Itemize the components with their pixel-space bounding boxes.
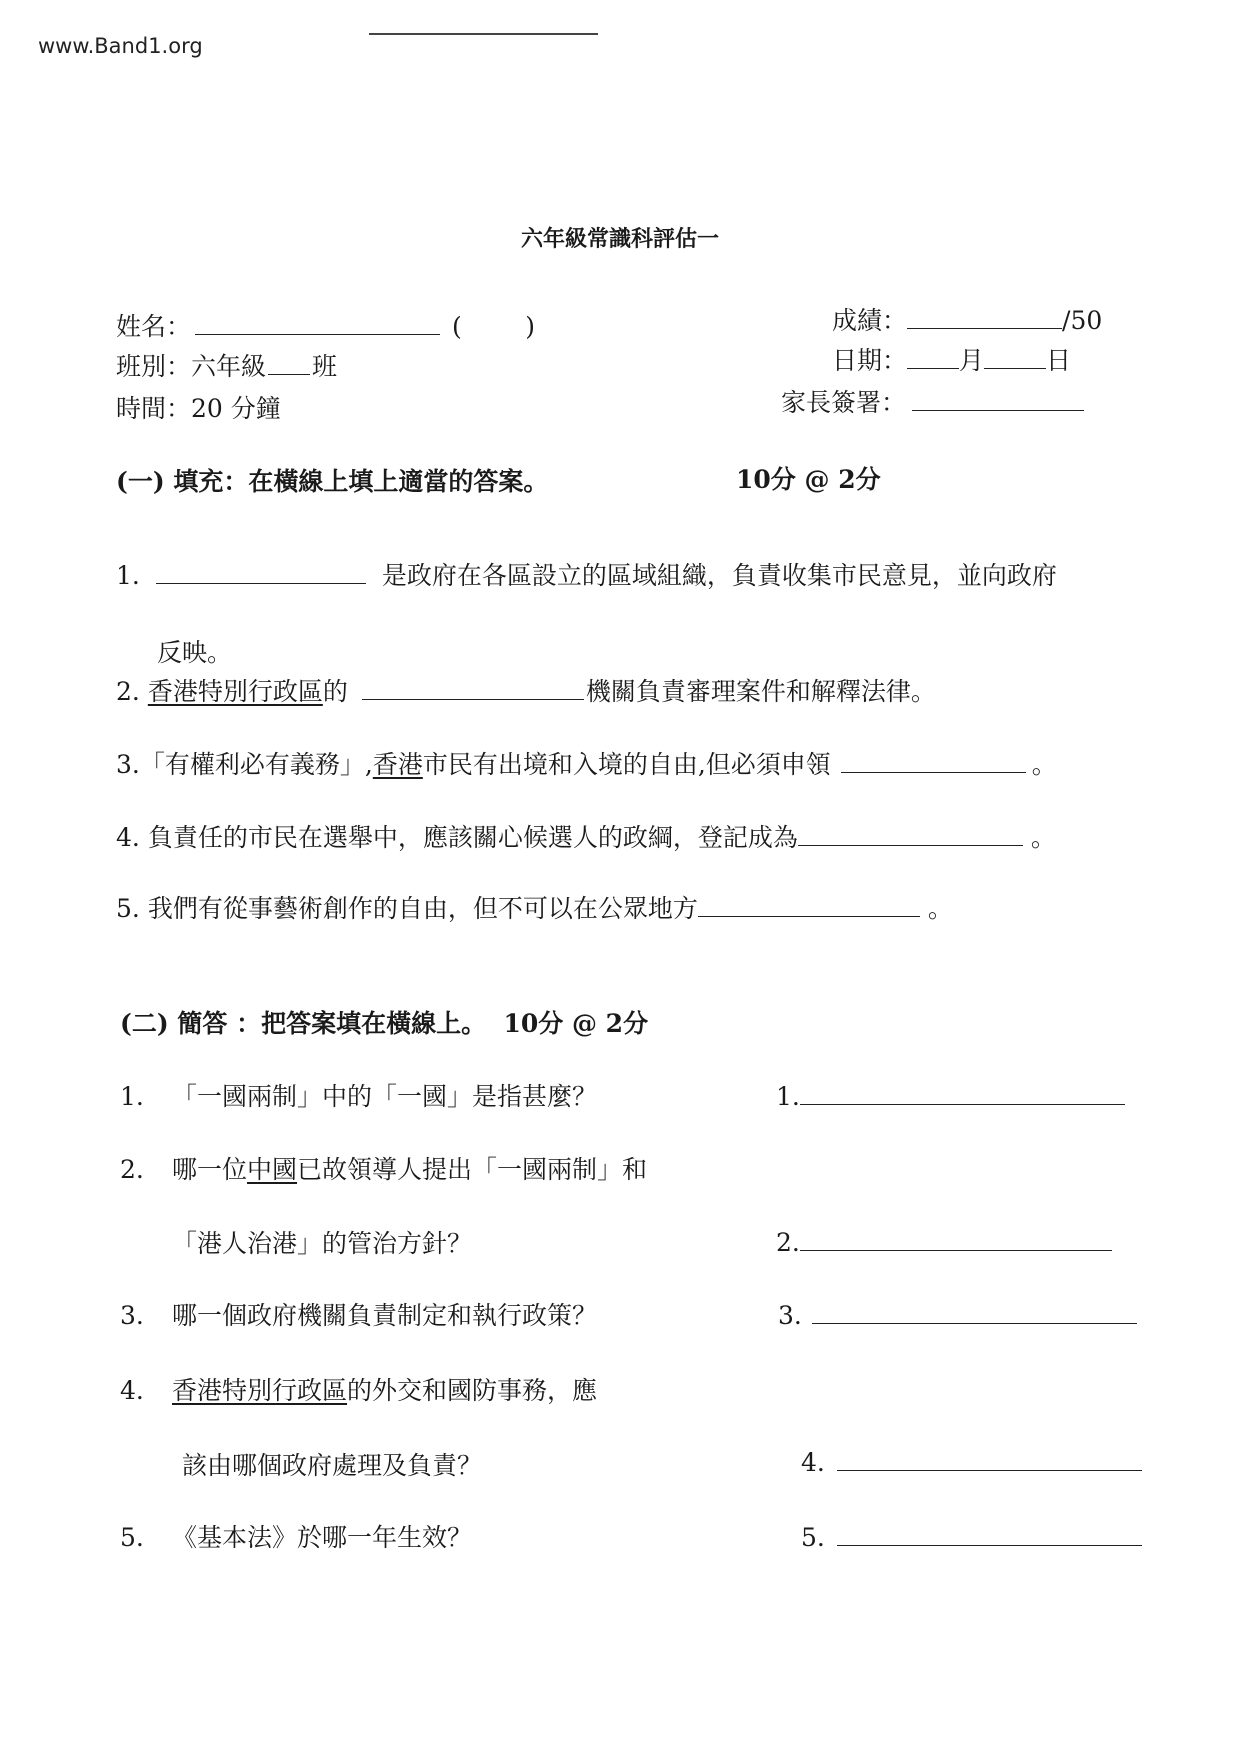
period: 。 <box>927 894 953 923</box>
fill-question-2 <box>116 679 936 704</box>
answer-blank-1[interactable] <box>156 582 366 584</box>
question-number: 4. <box>120 1376 144 1405</box>
name-label: 姓名： <box>116 312 192 341</box>
answer-blank-5[interactable] <box>698 915 920 917</box>
answer-field-1[interactable] <box>800 1103 1125 1105</box>
answer-blank-4[interactable] <box>798 844 1023 846</box>
fill-question-1 <box>116 563 1057 588</box>
short-question-5 <box>120 1525 472 1550</box>
question-text: 哪一位 <box>172 1155 248 1184</box>
short-question-1 <box>120 1084 597 1109</box>
answer-line-5 <box>801 1525 1142 1550</box>
question-number: 5. <box>116 894 140 923</box>
score-total: /50 <box>1062 306 1103 335</box>
underlined-term: 香港特別行政區 <box>147 677 323 706</box>
question-number: 3. <box>120 1301 144 1330</box>
day-label: 日 <box>1046 346 1072 375</box>
question-text: 哪一個政府機關負責制定和執行政策？ <box>172 1301 598 1330</box>
divider <box>369 33 598 35</box>
question-text: 「一國兩制」中的「一國」是指甚麼？ <box>172 1082 598 1111</box>
fill-question-3 <box>116 752 1057 777</box>
day-field[interactable] <box>984 367 1046 369</box>
question-number: 1. <box>120 1082 144 1111</box>
period: 。 <box>1030 823 1056 852</box>
name-row <box>116 314 535 339</box>
answer-number: 2. <box>776 1228 800 1257</box>
fill-question-5 <box>116 896 953 921</box>
answer-blank-2[interactable] <box>362 698 584 700</box>
question-text: 我們有從事藝術創作的自由，但不可以在公眾地方 <box>147 894 698 923</box>
question-text: 是政府在各區設立的區域組織，負責收集市民意見，並向政府 <box>381 561 1057 590</box>
underlined-term: 香港 <box>372 750 423 779</box>
short-question-4-cont: 該由哪個政府處理及負責？ <box>182 1451 483 1480</box>
answer-line-3 <box>778 1303 1137 1328</box>
answer-field-5[interactable] <box>837 1544 1142 1546</box>
question-number: 2. <box>116 677 140 706</box>
month-label: 月 <box>959 346 985 375</box>
parent-signature-label: 家長簽署： <box>781 388 907 417</box>
date-label: 日期： <box>832 346 908 375</box>
answer-line-4 <box>801 1450 1142 1475</box>
watermark: www.Band1.org <box>38 34 203 58</box>
question-text: 機關負責審理案件和解釋法律。 <box>585 677 936 706</box>
question-text: 已故領導人提出「一國兩制」和 <box>297 1155 648 1184</box>
answer-number: 1. <box>776 1082 800 1111</box>
section1-heading: (一) 填充：在橫線上填上適當的答案。 <box>116 467 549 496</box>
fill-question-1-cont: 反映。 <box>157 638 233 667</box>
page-title: 六年級常識科評估一 <box>520 226 719 252</box>
answer-number: 5. <box>801 1523 825 1552</box>
question-number: 5. <box>120 1523 144 1552</box>
short-question-2 <box>120 1157 647 1182</box>
class-label: 班別：六年級 <box>116 352 267 381</box>
section2-heading: (二) 簡答 ：把答案填在橫線上。 10分 @ 2分 <box>120 1009 649 1038</box>
answer-field-3[interactable] <box>812 1322 1137 1324</box>
question-text: 負責任的市民在選舉中，應該關心候選人的政綱，登記成為 <box>147 823 798 852</box>
month-field[interactable] <box>907 367 959 369</box>
question-number: 2. <box>120 1155 144 1184</box>
fill-question-4 <box>116 825 1056 850</box>
score-field[interactable] <box>907 327 1062 329</box>
short-question-4 <box>120 1378 597 1403</box>
class-number-paren: ( ) <box>451 312 536 341</box>
answer-line-2 <box>776 1230 1112 1255</box>
answer-line-1 <box>776 1084 1125 1109</box>
question-number: 1. <box>116 561 140 590</box>
short-question-2-cont: 「港人治港」的管治方針？ <box>172 1229 473 1258</box>
class-suffix: 班 <box>312 352 338 381</box>
parent-signature-field[interactable] <box>912 409 1084 411</box>
section1-marks: 10分 @ 2分 <box>736 465 881 494</box>
question-number: 3. <box>116 750 140 779</box>
answer-number: 3. <box>778 1301 802 1330</box>
question-text: 「有權利必有義務」, <box>139 750 373 779</box>
date-row <box>832 348 1071 373</box>
parent-row <box>781 390 1084 415</box>
question-text: 的外交和國防事務，應 <box>347 1376 598 1405</box>
question-text: 的 <box>322 677 348 706</box>
underlined-term: 香港特別行政區 <box>172 1376 348 1405</box>
score-label: 成績： <box>832 306 908 335</box>
question-text: 市民有出境和入境的自由,但必須申領 <box>422 750 831 779</box>
underlined-term: 中國 <box>247 1155 298 1184</box>
name-field[interactable] <box>195 333 440 335</box>
period: 。 <box>1031 750 1057 779</box>
question-number: 4. <box>116 823 140 852</box>
question-text: 《基本法》於哪一年生效？ <box>172 1523 473 1552</box>
answer-number: 4. <box>801 1448 825 1477</box>
class-field[interactable] <box>268 373 310 375</box>
class-row <box>116 354 337 379</box>
answer-field-4[interactable] <box>837 1469 1142 1471</box>
time-label: 時間：20 分鐘 <box>116 394 281 423</box>
answer-field-2[interactable] <box>800 1249 1112 1251</box>
answer-blank-3[interactable] <box>841 771 1026 773</box>
score-row <box>832 308 1102 333</box>
short-question-3 <box>120 1303 597 1328</box>
